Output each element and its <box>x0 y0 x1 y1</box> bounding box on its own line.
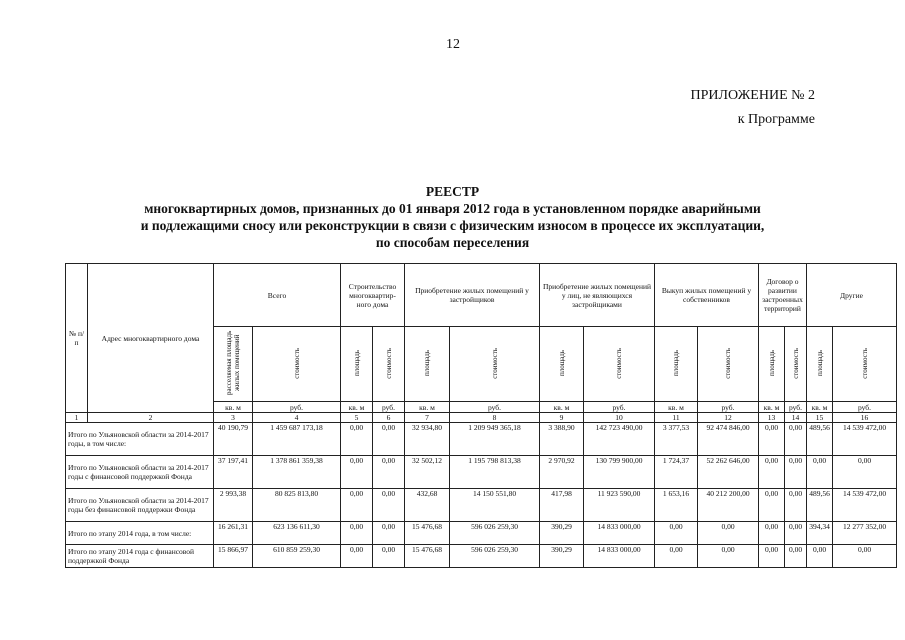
value-cell: 432,68 <box>405 489 450 522</box>
table-row <box>66 423 897 456</box>
column-number: 14 <box>785 413 807 423</box>
value-cell: 0,00 <box>655 545 698 568</box>
value-cell: 40 190,79 <box>214 423 253 456</box>
value-cell: 0,00 <box>341 489 373 522</box>
unit-cell: кв. м <box>405 402 450 413</box>
value-cell: 14 539 472,00 <box>833 423 897 456</box>
unit-cell: руб. <box>584 402 655 413</box>
value-cell: 37 197,41 <box>214 456 253 489</box>
row-label: Итого по этапу 2014 года, в том числе: <box>66 522 214 545</box>
column-number: 13 <box>759 413 785 423</box>
table-row <box>66 545 897 568</box>
column-number: 3 <box>214 413 253 423</box>
value-cell: 390,29 <box>540 522 584 545</box>
value-cell: 1 209 949 365,18 <box>450 423 540 456</box>
group-header: Другие <box>807 264 897 327</box>
column-number: 11 <box>655 413 698 423</box>
header-no: № п/п <box>66 264 88 413</box>
value-cell: 417,98 <box>540 489 584 522</box>
row-label: Итого по Ульяновской области за 2014-2017 годы без финансовой поддержки Фонда <box>66 489 214 522</box>
column-number: 2 <box>88 413 214 423</box>
column-number: 12 <box>698 413 759 423</box>
value-cell: 1 459 687 173,18 <box>253 423 341 456</box>
column-number: 6 <box>373 413 405 423</box>
annex-block <box>691 88 816 128</box>
value-cell: 1 724,37 <box>655 456 698 489</box>
value-cell: 0,00 <box>759 489 785 522</box>
value-cell: 32 934,80 <box>405 423 450 456</box>
value-cell: 2 970,92 <box>540 456 584 489</box>
column-number: 16 <box>833 413 897 423</box>
annex-title: ПРИЛОЖЕНИЕ № 2 <box>690 88 815 103</box>
sub-header: площадь <box>540 327 584 402</box>
value-cell: 623 136 611,30 <box>253 522 341 545</box>
value-cell: 11 923 590,00 <box>584 489 655 522</box>
column-number: 5 <box>341 413 373 423</box>
value-cell: 0,00 <box>341 456 373 489</box>
value-cell: 16 261,31 <box>214 522 253 545</box>
unit-cell: кв. м <box>655 402 698 413</box>
value-cell: 596 026 259,30 <box>450 545 540 568</box>
unit-cell: кв. м <box>540 402 584 413</box>
group-header: Строительство многоквартир-ного дома <box>341 264 405 327</box>
unit-cell: руб. <box>698 402 759 413</box>
value-cell: 92 474 846,00 <box>698 423 759 456</box>
unit-cell: кв. м <box>807 402 833 413</box>
sub-header: стоимость <box>450 327 540 402</box>
registry-table <box>65 263 897 568</box>
column-number: 4 <box>253 413 341 423</box>
value-cell: 12 277 352,00 <box>833 522 897 545</box>
column-number: 1 <box>66 413 88 423</box>
sub-header: площадь <box>807 327 833 402</box>
column-number: 15 <box>807 413 833 423</box>
value-cell: 142 723 490,00 <box>584 423 655 456</box>
title-line-2: многоквартирных домов, признанных до 01 января 2012 года в установленном порядке аварийными <box>144 201 761 216</box>
group-header: Всего <box>214 264 341 327</box>
value-cell: 489,56 <box>807 489 833 522</box>
value-cell: 489,56 <box>807 423 833 456</box>
column-number: 8 <box>450 413 540 423</box>
document-title <box>0 183 905 251</box>
unit-cell: руб. <box>785 402 807 413</box>
group-header: Приобретение жилых помещений у застройщиков <box>405 264 540 327</box>
unit-cell: руб. <box>253 402 341 413</box>
column-number: 10 <box>584 413 655 423</box>
column-number: 9 <box>540 413 584 423</box>
value-cell: 0,00 <box>785 489 807 522</box>
column-number: 7 <box>405 413 450 423</box>
table-row <box>66 522 897 545</box>
unit-cell: руб. <box>450 402 540 413</box>
value-cell: 0,00 <box>785 522 807 545</box>
sub-header: площадь <box>759 327 785 402</box>
row-label: Итого по Ульяновской области за 2014-2017 годы с финансовой поддержкой Фонда <box>66 456 214 489</box>
value-cell: 0,00 <box>373 522 405 545</box>
value-cell: 14 833 000,00 <box>584 522 655 545</box>
value-cell: 0,00 <box>698 545 759 568</box>
value-cell: 0,00 <box>373 423 405 456</box>
value-cell: 0,00 <box>759 423 785 456</box>
sub-header: стоимость <box>373 327 405 402</box>
value-cell: 15 476,68 <box>405 545 450 568</box>
value-cell: 610 859 259,30 <box>253 545 341 568</box>
value-cell: 14 833 000,00 <box>584 545 655 568</box>
value-cell: 0,00 <box>785 545 807 568</box>
value-cell: 0,00 <box>807 545 833 568</box>
value-cell: 0,00 <box>833 545 897 568</box>
sub-header: стоимость <box>253 327 341 402</box>
value-cell: 15 866,97 <box>214 545 253 568</box>
value-cell: 1 195 798 813,38 <box>450 456 540 489</box>
unit-cell: кв. м <box>214 402 253 413</box>
value-cell: 0,00 <box>341 423 373 456</box>
sub-header: стоимость <box>698 327 759 402</box>
value-cell: 0,00 <box>373 545 405 568</box>
value-cell: 14 539 472,00 <box>833 489 897 522</box>
sub-header: стоимость <box>785 327 807 402</box>
value-cell: 130 799 900,00 <box>584 456 655 489</box>
row-label: Итого по Ульяновской области за 2014-2017 годы, в том числе: <box>66 423 214 456</box>
value-cell: 0,00 <box>698 522 759 545</box>
value-cell: 40 212 200,00 <box>698 489 759 522</box>
title-line-1: РЕЕСТР <box>425 184 480 199</box>
value-cell: 394,34 <box>807 522 833 545</box>
value-cell: 2 993,38 <box>214 489 253 522</box>
value-cell: 0,00 <box>373 489 405 522</box>
sub-header: стоимость <box>584 327 655 402</box>
value-cell: 0,00 <box>373 456 405 489</box>
value-cell: 52 262 646,00 <box>698 456 759 489</box>
group-header: Приобретение жилых помещений у лиц, не являющихся застройщиками <box>540 264 655 327</box>
group-header: Договор о развитии застроенных территорий <box>759 264 807 327</box>
title-line-4: по способам переселения <box>375 235 530 250</box>
header-address: Адрес многоквартирного дома <box>88 264 214 413</box>
value-cell: 0,00 <box>807 456 833 489</box>
value-cell: 596 026 259,30 <box>450 522 540 545</box>
value-cell: 0,00 <box>341 522 373 545</box>
value-cell: 1 653,16 <box>655 489 698 522</box>
sub-header: расселяемая площадь жилых помещений <box>214 327 253 402</box>
value-cell: 0,00 <box>759 545 785 568</box>
unit-cell: руб. <box>373 402 405 413</box>
page-number: 12 <box>446 37 460 52</box>
title-line-3: и подлежащими сносу или реконструкции в связи с физическим износом в процессе их эксплуатации, <box>140 218 765 233</box>
value-cell: 3 377,53 <box>655 423 698 456</box>
sub-header: площадь <box>655 327 698 402</box>
value-cell: 0,00 <box>785 423 807 456</box>
value-cell: 14 150 551,80 <box>450 489 540 522</box>
unit-cell: руб. <box>833 402 897 413</box>
column-number-row <box>66 413 897 423</box>
value-cell: 0,00 <box>833 456 897 489</box>
group-header: Выкуп жилых помещений у собственников <box>655 264 759 327</box>
value-cell: 3 388,90 <box>540 423 584 456</box>
value-cell: 0,00 <box>655 522 698 545</box>
value-cell: 80 825 813,80 <box>253 489 341 522</box>
table-row <box>66 489 897 522</box>
value-cell: 15 476,68 <box>405 522 450 545</box>
table-row <box>66 456 897 489</box>
value-cell: 1 378 861 359,38 <box>253 456 341 489</box>
value-cell: 0,00 <box>341 545 373 568</box>
value-cell: 0,00 <box>759 456 785 489</box>
value-cell: 390,29 <box>540 545 584 568</box>
sub-header: площадь <box>341 327 373 402</box>
value-cell: 0,00 <box>785 456 807 489</box>
sub-header: площадь <box>405 327 450 402</box>
annex-subtitle: к Программе <box>737 112 815 127</box>
sub-header: стоимость <box>833 327 897 402</box>
row-label: Итого по этапу 2014 года с финансовой поддержкой Фонда <box>66 545 214 568</box>
unit-cell: кв. м <box>341 402 373 413</box>
value-cell: 0,00 <box>759 522 785 545</box>
unit-cell: кв. м <box>759 402 785 413</box>
value-cell: 32 502,12 <box>405 456 450 489</box>
